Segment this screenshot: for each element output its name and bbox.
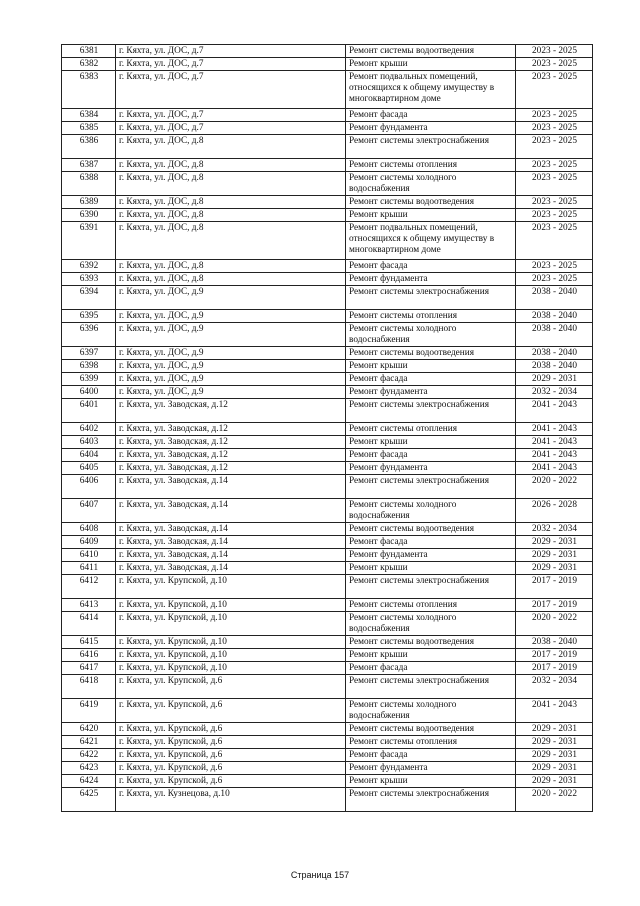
address-cell: г. Кяхта, ул. ДОС, д.8	[116, 196, 346, 209]
work-type-cell: Ремонт крыши	[346, 436, 516, 449]
period-cell: 2020 - 2022	[516, 788, 593, 812]
address-cell: г. Кяхта, ул. ДОС, д.7	[116, 71, 346, 109]
work-type-cell: Ремонт системы отопления	[346, 159, 516, 172]
work-type-cell: Ремонт крыши	[346, 649, 516, 662]
address-cell: г. Кяхта, ул. Крупской, д.6	[116, 699, 346, 723]
address-cell: г. Кяхта, ул. Крупской, д.6	[116, 762, 346, 775]
period-cell: 2017 - 2019	[516, 662, 593, 675]
table-row	[62, 273, 593, 286]
address-cell: г. Кяхта, ул. ДОС, д.8	[116, 222, 346, 260]
work-type-cell: Ремонт системы отопления	[346, 423, 516, 436]
address-cell: г. Кяхта, ул. Крупской, д.10	[116, 649, 346, 662]
address-cell: г. Кяхта, ул. ДОС, д.7	[116, 109, 346, 122]
row-number-cell: 6405	[62, 462, 116, 475]
row-number-cell: 6417	[62, 662, 116, 675]
address-cell: г. Кяхта, ул. ДОС, д.7	[116, 58, 346, 71]
period-cell: 2029 - 2031	[516, 723, 593, 736]
work-type-cell: Ремонт системы водоотведения	[346, 523, 516, 536]
period-cell: 2023 - 2025	[516, 58, 593, 71]
address-cell: г. Кяхта, ул. Крупской, д.6	[116, 736, 346, 749]
work-type-cell: Ремонт подвальных помещений, относящихся к общему имуществу в многоквартирном доме	[346, 222, 516, 260]
work-type-cell: Ремонт системы холодного водоснабжения	[346, 172, 516, 196]
work-type-cell: Ремонт фундамента	[346, 122, 516, 135]
address-cell: г. Кяхта, ул. Кузнецова, д.10	[116, 788, 346, 812]
table-row	[62, 386, 593, 399]
address-cell: г. Кяхта, ул. Крупской, д.10	[116, 599, 346, 612]
work-type-cell: Ремонт крыши	[346, 58, 516, 71]
address-cell: г. Кяхта, ул. Крупской, д.10	[116, 575, 346, 599]
work-type-cell: Ремонт крыши	[346, 360, 516, 373]
work-type-cell: Ремонт фундамента	[346, 386, 516, 399]
table-row	[62, 222, 593, 260]
work-type-cell: Ремонт системы отопления	[346, 599, 516, 612]
table-row	[62, 109, 593, 122]
row-number-cell: 6410	[62, 549, 116, 562]
address-cell: г. Кяхта, ул. ДОС, д.8	[116, 135, 346, 159]
row-number-cell: 6423	[62, 762, 116, 775]
row-number-cell: 6409	[62, 536, 116, 549]
work-type-cell: Ремонт системы холодного водоснабжения	[346, 499, 516, 523]
address-cell: г. Кяхта, ул. Заводская, д.14	[116, 562, 346, 575]
table-row	[62, 775, 593, 788]
row-number-cell: 6420	[62, 723, 116, 736]
repair-schedule-table	[61, 44, 593, 812]
address-cell: г. Кяхта, ул. ДОС, д.9	[116, 386, 346, 399]
period-cell: 2029 - 2031	[516, 549, 593, 562]
table-row	[62, 423, 593, 436]
work-type-cell: Ремонт фасада	[346, 260, 516, 273]
period-cell: 2038 - 2040	[516, 347, 593, 360]
period-cell: 2041 - 2043	[516, 436, 593, 449]
address-cell: г. Кяхта, ул. ДОС, д.9	[116, 286, 346, 310]
table-row	[62, 612, 593, 636]
address-cell: г. Кяхта, ул. Крупской, д.10	[116, 662, 346, 675]
table-body	[62, 45, 593, 812]
row-number-cell: 6388	[62, 172, 116, 196]
row-number-cell: 6385	[62, 122, 116, 135]
address-cell: г. Кяхта, ул. Заводская, д.12	[116, 423, 346, 436]
row-number-cell: 6397	[62, 347, 116, 360]
table-row	[62, 323, 593, 347]
table-row	[62, 172, 593, 196]
row-number-cell: 6411	[62, 562, 116, 575]
address-cell: г. Кяхта, ул. ДОС, д.7	[116, 45, 346, 58]
work-type-cell: Ремонт фасада	[346, 373, 516, 386]
row-number-cell: 6394	[62, 286, 116, 310]
work-type-cell: Ремонт фасада	[346, 109, 516, 122]
work-type-cell: Ремонт системы водоотведения	[346, 636, 516, 649]
period-cell: 2023 - 2025	[516, 45, 593, 58]
row-number-cell: 6425	[62, 788, 116, 812]
period-cell: 2041 - 2043	[516, 449, 593, 462]
table-row	[62, 649, 593, 662]
period-cell: 2041 - 2043	[516, 423, 593, 436]
period-cell: 2038 - 2040	[516, 360, 593, 373]
table-row	[62, 260, 593, 273]
period-cell: 2038 - 2040	[516, 310, 593, 323]
row-number-cell: 6396	[62, 323, 116, 347]
table-row	[62, 662, 593, 675]
address-cell: г. Кяхта, ул. ДОС, д.9	[116, 323, 346, 347]
work-type-cell: Ремонт фасада	[346, 449, 516, 462]
period-cell: 2038 - 2040	[516, 323, 593, 347]
row-number-cell: 6392	[62, 260, 116, 273]
work-type-cell: Ремонт подвальных помещений, относящихся к общему имуществу в многоквартирном доме	[346, 71, 516, 109]
row-number-cell: 6393	[62, 273, 116, 286]
table-row	[62, 788, 593, 812]
address-cell: г. Кяхта, ул. ДОС, д.9	[116, 347, 346, 360]
period-cell: 2023 - 2025	[516, 109, 593, 122]
address-cell: г. Кяхта, ул. Заводская, д.14	[116, 475, 346, 499]
work-type-cell: Ремонт крыши	[346, 775, 516, 788]
period-cell: 2029 - 2031	[516, 762, 593, 775]
table-row	[62, 499, 593, 523]
table-row	[62, 462, 593, 475]
table-row	[62, 675, 593, 699]
table-row	[62, 523, 593, 536]
address-cell: г. Кяхта, ул. ДОС, д.8	[116, 159, 346, 172]
table-row	[62, 196, 593, 209]
table-row	[62, 58, 593, 71]
period-cell: 2032 - 2034	[516, 386, 593, 399]
work-type-cell: Ремонт системы электроснабжения	[346, 399, 516, 423]
period-cell: 2029 - 2031	[516, 562, 593, 575]
period-cell: 2032 - 2034	[516, 675, 593, 699]
row-number-cell: 6421	[62, 736, 116, 749]
row-number-cell: 6395	[62, 310, 116, 323]
work-type-cell: Ремонт системы отопления	[346, 736, 516, 749]
row-number-cell: 6382	[62, 58, 116, 71]
period-cell: 2020 - 2022	[516, 475, 593, 499]
period-cell: 2017 - 2019	[516, 575, 593, 599]
row-number-cell: 6413	[62, 599, 116, 612]
address-cell: г. Кяхта, ул. ДОС, д.7	[116, 122, 346, 135]
row-number-cell: 6422	[62, 749, 116, 762]
row-number-cell: 6419	[62, 699, 116, 723]
row-number-cell: 6415	[62, 636, 116, 649]
work-type-cell: Ремонт системы электроснабжения	[346, 286, 516, 310]
period-cell: 2017 - 2019	[516, 599, 593, 612]
period-cell: 2023 - 2025	[516, 209, 593, 222]
work-type-cell: Ремонт системы водоотведения	[346, 196, 516, 209]
period-cell: 2023 - 2025	[516, 122, 593, 135]
address-cell: г. Кяхта, ул. ДОС, д.9	[116, 310, 346, 323]
row-number-cell: 6403	[62, 436, 116, 449]
period-cell: 2020 - 2022	[516, 612, 593, 636]
period-cell: 2029 - 2031	[516, 373, 593, 386]
table-row	[62, 636, 593, 649]
work-type-cell: Ремонт системы холодного водоснабжения	[346, 323, 516, 347]
row-number-cell: 6424	[62, 775, 116, 788]
period-cell: 2026 - 2028	[516, 499, 593, 523]
row-number-cell: 6386	[62, 135, 116, 159]
period-cell: 2023 - 2025	[516, 71, 593, 109]
row-number-cell: 6408	[62, 523, 116, 536]
address-cell: г. Кяхта, ул. Заводская, д.12	[116, 462, 346, 475]
table-row	[62, 71, 593, 109]
period-cell: 2017 - 2019	[516, 649, 593, 662]
work-type-cell: Ремонт системы отопления	[346, 310, 516, 323]
table-row	[62, 699, 593, 723]
work-type-cell: Ремонт системы водоотведения	[346, 723, 516, 736]
work-type-cell: Ремонт системы холодного водоснабжения	[346, 699, 516, 723]
period-cell: 2029 - 2031	[516, 749, 593, 762]
address-cell: г. Кяхта, ул. Заводская, д.12	[116, 436, 346, 449]
work-type-cell: Ремонт системы электроснабжения	[346, 475, 516, 499]
row-number-cell: 6381	[62, 45, 116, 58]
row-number-cell: 6391	[62, 222, 116, 260]
address-cell: г. Кяхта, ул. Крупской, д.6	[116, 749, 346, 762]
table-row	[62, 599, 593, 612]
period-cell: 2041 - 2043	[516, 699, 593, 723]
period-cell: 2023 - 2025	[516, 172, 593, 196]
address-cell: г. Кяхта, ул. Крупской, д.6	[116, 723, 346, 736]
work-type-cell: Ремонт фундамента	[346, 462, 516, 475]
table-row	[62, 159, 593, 172]
table-row	[62, 373, 593, 386]
row-number-cell: 6418	[62, 675, 116, 699]
period-cell: 2038 - 2040	[516, 636, 593, 649]
work-type-cell: Ремонт крыши	[346, 562, 516, 575]
address-cell: г. Кяхта, ул. Заводская, д.12	[116, 399, 346, 423]
address-cell: г. Кяхта, ул. Заводская, д.14	[116, 549, 346, 562]
row-number-cell: 6414	[62, 612, 116, 636]
period-cell: 2032 - 2034	[516, 523, 593, 536]
row-number-cell: 6384	[62, 109, 116, 122]
table-row	[62, 449, 593, 462]
period-cell: 2029 - 2031	[516, 536, 593, 549]
address-cell: г. Кяхта, ул. Заводская, д.14	[116, 523, 346, 536]
address-cell: г. Кяхта, ул. ДОС, д.8	[116, 260, 346, 273]
table-row	[62, 347, 593, 360]
period-cell: 2038 - 2040	[516, 286, 593, 310]
table-row	[62, 562, 593, 575]
row-number-cell: 6407	[62, 499, 116, 523]
address-cell: г. Кяхта, ул. Заводская, д.14	[116, 536, 346, 549]
table-row	[62, 723, 593, 736]
table-row	[62, 209, 593, 222]
row-number-cell: 6416	[62, 649, 116, 662]
row-number-cell: 6400	[62, 386, 116, 399]
row-number-cell: 6412	[62, 575, 116, 599]
period-cell: 2023 - 2025	[516, 159, 593, 172]
work-type-cell: Ремонт фундамента	[346, 762, 516, 775]
table-row	[62, 310, 593, 323]
table-row	[62, 360, 593, 373]
address-cell: г. Кяхта, ул. ДОС, д.8	[116, 172, 346, 196]
row-number-cell: 6406	[62, 475, 116, 499]
row-number-cell: 6390	[62, 209, 116, 222]
row-number-cell: 6401	[62, 399, 116, 423]
row-number-cell: 6402	[62, 423, 116, 436]
work-type-cell: Ремонт системы водоотведения	[346, 45, 516, 58]
period-cell: 2041 - 2043	[516, 462, 593, 475]
row-number-cell: 6389	[62, 196, 116, 209]
table-row	[62, 399, 593, 423]
work-type-cell: Ремонт системы электроснабжения	[346, 675, 516, 699]
address-cell: г. Кяхта, ул. Крупской, д.10	[116, 612, 346, 636]
table-row	[62, 549, 593, 562]
work-type-cell: Ремонт системы электроснабжения	[346, 788, 516, 812]
table-row	[62, 575, 593, 599]
row-number-cell: 6404	[62, 449, 116, 462]
table-row	[62, 762, 593, 775]
work-type-cell: Ремонт системы холодного водоснабжения	[346, 612, 516, 636]
address-cell: г. Кяхта, ул. ДОС, д.9	[116, 373, 346, 386]
work-type-cell: Ремонт фундамента	[346, 273, 516, 286]
period-cell: 2041 - 2043	[516, 399, 593, 423]
work-type-cell: Ремонт фасада	[346, 749, 516, 762]
row-number-cell: 6383	[62, 71, 116, 109]
row-number-cell: 6399	[62, 373, 116, 386]
work-type-cell: Ремонт системы водоотведения	[346, 347, 516, 360]
period-cell: 2023 - 2025	[516, 260, 593, 273]
period-cell: 2023 - 2025	[516, 222, 593, 260]
table-row	[62, 536, 593, 549]
work-type-cell: Ремонт фасада	[346, 536, 516, 549]
work-type-cell: Ремонт системы электроснабжения	[346, 135, 516, 159]
table-row	[62, 286, 593, 310]
period-cell: 2023 - 2025	[516, 196, 593, 209]
address-cell: г. Кяхта, ул. Крупской, д.10	[116, 636, 346, 649]
page-number: Страница 157	[290, 870, 350, 880]
table-row	[62, 749, 593, 762]
table-row	[62, 135, 593, 159]
period-cell: 2029 - 2031	[516, 736, 593, 749]
table-row	[62, 122, 593, 135]
address-cell: г. Кяхта, ул. Крупской, д.6	[116, 675, 346, 699]
table-row	[62, 736, 593, 749]
address-cell: г. Кяхта, ул. Заводская, д.12	[116, 449, 346, 462]
table-row	[62, 45, 593, 58]
address-cell: г. Кяхта, ул. Заводская, д.14	[116, 499, 346, 523]
period-cell: 2029 - 2031	[516, 775, 593, 788]
period-cell: 2023 - 2025	[516, 273, 593, 286]
row-number-cell: 6387	[62, 159, 116, 172]
work-type-cell: Ремонт фундамента	[346, 549, 516, 562]
address-cell: г. Кяхта, ул. ДОС, д.9	[116, 360, 346, 373]
work-type-cell: Ремонт системы электроснабжения	[346, 575, 516, 599]
table-row	[62, 475, 593, 499]
row-number-cell: 6398	[62, 360, 116, 373]
work-type-cell: Ремонт крыши	[346, 209, 516, 222]
table-row	[62, 436, 593, 449]
period-cell: 2023 - 2025	[516, 135, 593, 159]
work-type-cell: Ремонт фасада	[346, 662, 516, 675]
address-cell: г. Кяхта, ул. ДОС, д.8	[116, 209, 346, 222]
address-cell: г. Кяхта, ул. Крупской, д.6	[116, 775, 346, 788]
address-cell: г. Кяхта, ул. ДОС, д.8	[116, 273, 346, 286]
